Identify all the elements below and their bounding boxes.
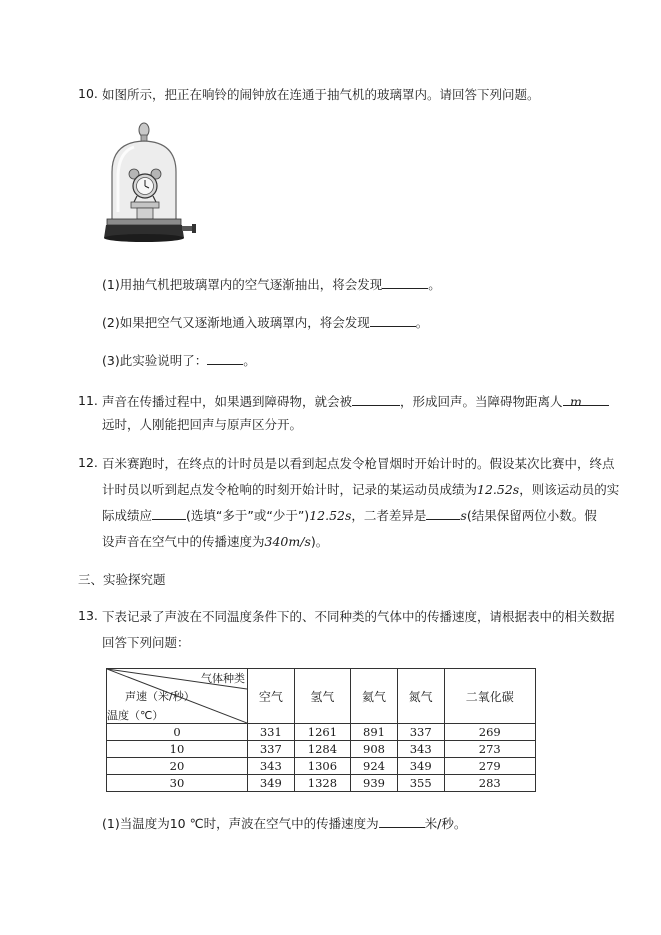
column-header: 氢气 — [294, 669, 351, 724]
column-header: 空气 — [248, 669, 295, 724]
table-cell: 337 — [248, 741, 295, 758]
q13-line2: 回答下列问题： — [102, 635, 190, 650]
temp-cell: 30 — [107, 775, 248, 792]
table-cell: 1328 — [294, 775, 351, 792]
temp-cell: 10 — [107, 741, 248, 758]
table-cell: 283 — [444, 775, 535, 792]
table-row — [107, 758, 536, 775]
answer-blank[interactable] — [379, 815, 425, 828]
corner-label-speed: 声速（米/秒） — [125, 690, 195, 703]
table-cell: 269 — [444, 724, 535, 741]
table-corner-cell — [107, 669, 248, 724]
q13-number: 13. — [78, 608, 98, 623]
q10-sub3: (3)此实验说明了： 。 — [102, 353, 256, 368]
table-cell: 1261 — [294, 724, 351, 741]
table-cell: 331 — [248, 724, 295, 741]
bell-jar-alarm-clock-illustration — [104, 120, 198, 254]
table-cell: 349 — [248, 775, 295, 792]
table-cell: 343 — [397, 741, 444, 758]
q13-sub1: (1)当温度为10 ℃时，声波在空气中的传播速度为 米/秒。 — [102, 816, 467, 831]
table-cell: 924 — [351, 758, 398, 775]
table-cell: 349 — [397, 758, 444, 775]
q12-number: 12. — [78, 455, 98, 470]
q10-number: 10. — [78, 86, 98, 101]
table-cell: 891 — [351, 724, 398, 741]
q11-number: 11. — [78, 393, 98, 408]
answer-blank[interactable] — [426, 507, 460, 520]
table-cell: 337 — [397, 724, 444, 741]
answer-blank[interactable] — [370, 314, 416, 327]
q10-stem: 如图所示，把正在响铃的闹钟放在连通于抽气机的玻璃罩内。请回答下列问题。 — [102, 87, 540, 102]
unit-m: m — [570, 394, 582, 409]
table-cell: 908 — [351, 741, 398, 758]
table-row — [107, 741, 536, 758]
column-header: 氦气 — [351, 669, 398, 724]
table-cell: 1284 — [294, 741, 351, 758]
q10-sub1: (1)用抽气机把玻璃罩内的空气逐渐抽出，将会发现 。 — [102, 277, 441, 292]
table-cell: 279 — [444, 758, 535, 775]
q12-line4: 设声音在空气中的传播速度为340m/s)。 — [102, 534, 329, 549]
q11-line2: 远时，人刚能把回声与原声区分开。 — [102, 417, 303, 432]
table-cell: 939 — [351, 775, 398, 792]
table-cell: 355 — [397, 775, 444, 792]
q12-line1: 百米赛跑时，在终点的计时员是以看到起点发令枪冒烟时开始计时的。假设某次比赛中，终点 — [102, 456, 615, 471]
sound-speed-table — [106, 668, 536, 792]
table-row — [107, 724, 536, 741]
q10-sub2: (2)如果把空气又逐渐地通入玻璃罩内，将会发现 。 — [102, 315, 429, 330]
answer-blank[interactable] — [382, 276, 428, 289]
table-row — [107, 775, 536, 792]
column-header: 氮气 — [397, 669, 444, 724]
corner-label-temp: 温度（℃） — [107, 709, 164, 722]
temp-cell: 20 — [107, 758, 248, 775]
q11-line1: 声音在传播过程中，如果遇到障碍物，就会被 ，形成回声。当障碍物距离人 — [102, 393, 609, 411]
answer-blank[interactable] — [207, 352, 243, 365]
temp-cell: 0 — [107, 724, 248, 741]
table-cell: 343 — [248, 758, 295, 775]
q12-line2: 计时员以听到起点发令枪响的时刻开始计时，记录的某运动员成绩为12.52s，则该运动员的实 — [102, 482, 620, 497]
answer-blank[interactable] — [152, 507, 186, 520]
answer-blank[interactable] — [352, 393, 400, 406]
q13-line1: 下表记录了声波在不同温度条件下的、不同种类的气体中的传播速度，请根据表中的相关数据 — [102, 609, 615, 624]
table-cell: 1306 — [294, 758, 351, 775]
table-cell: 273 — [444, 741, 535, 758]
q12-line3: 际成绩应 (选填“多于”或“少于”)12.52s，二者差异是 s(结果保留两位小数。假 — [102, 508, 597, 523]
table-header-row — [107, 669, 536, 724]
corner-label-gas: 气体种类 — [201, 672, 245, 685]
section-title: 三、实验探究题 — [78, 572, 166, 587]
column-header: 二氧化碳 — [444, 669, 535, 724]
